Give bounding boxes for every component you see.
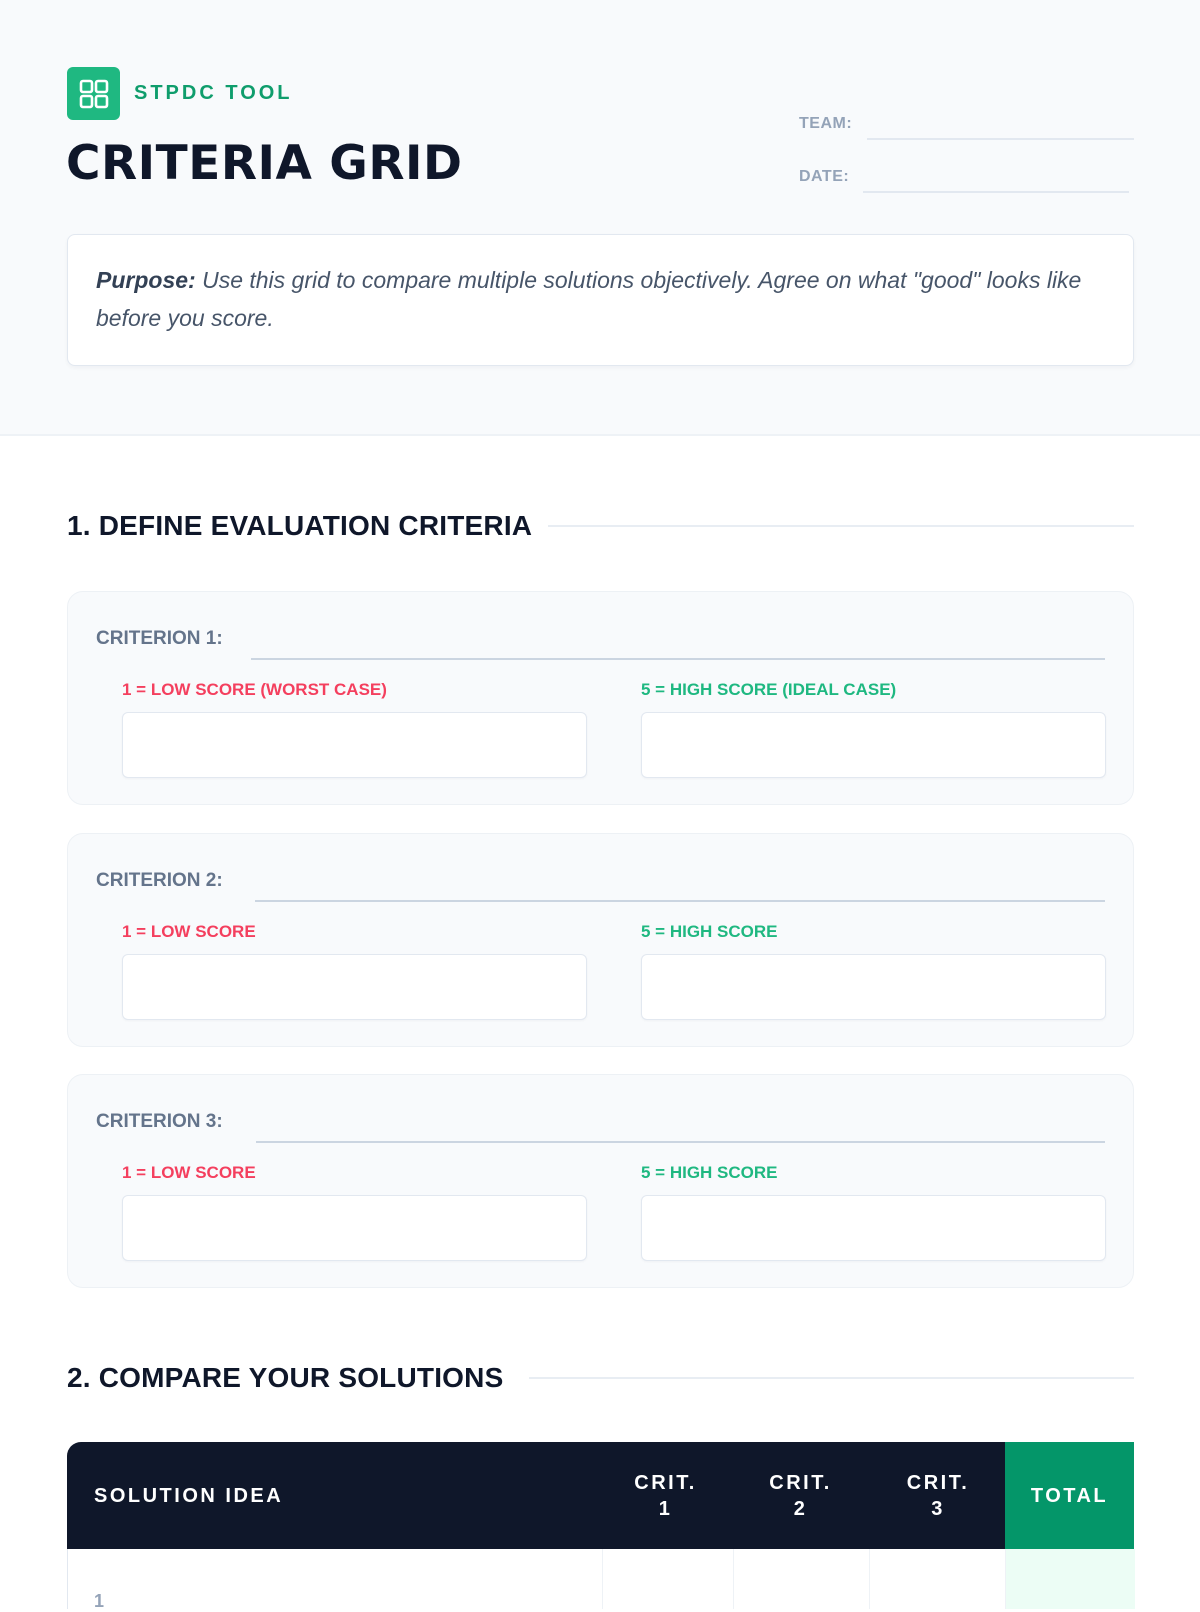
team-label: TEAM: [799, 115, 853, 132]
high-score-label: 5 = HIGH SCORE [641, 922, 778, 941]
table-row [67, 1549, 1134, 1609]
crit-2-cell[interactable] [734, 1549, 870, 1609]
section-divider [529, 1377, 1134, 1379]
page-title: CRITERIA GRID [66, 136, 463, 191]
header-crit-3: CRIT. 3 [906, 1471, 970, 1520]
header-crit-2: CRIT. 2 [769, 1471, 832, 1520]
high-score-label: 5 = HIGH SCORE (IDEAL CASE) [641, 680, 897, 699]
criterion-label: CRITERION 1: [96, 628, 223, 649]
criterion-label: CRITERION 2: [96, 870, 223, 891]
criterion-card [67, 591, 1134, 805]
date-field[interactable] [863, 191, 1129, 193]
table-header [67, 1442, 1134, 1549]
high-score-input[interactable] [641, 954, 1106, 1020]
row-number: 1 [94, 1591, 105, 1611]
header-crit-1: CRIT. 1 [634, 1471, 697, 1520]
crit-1-cell[interactable] [603, 1549, 734, 1609]
team-field[interactable] [867, 138, 1134, 140]
high-score-label: 5 = HIGH SCORE [641, 1163, 778, 1182]
criterion-card [67, 1074, 1134, 1288]
high-score-input[interactable] [641, 1195, 1106, 1261]
total-cell[interactable] [1006, 1549, 1135, 1609]
section-define-criteria-title: 1. DEFINE EVALUATION CRITERIA [67, 510, 533, 541]
purpose-box [67, 234, 1134, 366]
crit-3-cell[interactable] [870, 1549, 1006, 1609]
criterion-label: CRITERION 3: [96, 1111, 223, 1132]
purpose-label: Purpose: [96, 267, 196, 293]
grid-icon [67, 67, 120, 120]
criterion-card [67, 833, 1134, 1047]
low-score-label: 1 = LOW SCORE [122, 922, 256, 941]
solution-idea-cell[interactable] [68, 1549, 603, 1609]
high-score-input[interactable] [641, 712, 1106, 778]
purpose-text: Use this grid to compare multiple solutions objectively. Agree on what "good" looks like before you score. [96, 267, 1082, 331]
criterion-name-field[interactable] [256, 1141, 1105, 1143]
section-compare-solutions-title: 2. COMPARE YOUR SOLUTIONS [67, 1362, 504, 1393]
criterion-name-field[interactable] [251, 658, 1105, 660]
solutions-table [67, 1442, 1134, 1609]
brand-label: STPDC TOOL [134, 82, 293, 104]
section-divider [548, 525, 1134, 527]
low-score-input[interactable] [122, 1195, 587, 1261]
low-score-label: 1 = LOW SCORE [122, 1163, 256, 1182]
page-header [0, 0, 1200, 436]
header-total: TOTAL [1005, 1442, 1134, 1549]
header-solution-idea: SOLUTION IDEA [94, 1484, 284, 1507]
criterion-name-field[interactable] [255, 900, 1105, 902]
low-score-input[interactable] [122, 954, 587, 1020]
low-score-input[interactable] [122, 712, 587, 778]
date-label: DATE: [799, 168, 850, 185]
low-score-label: 1 = LOW SCORE (WORST CASE) [122, 680, 387, 699]
brand [67, 67, 293, 120]
